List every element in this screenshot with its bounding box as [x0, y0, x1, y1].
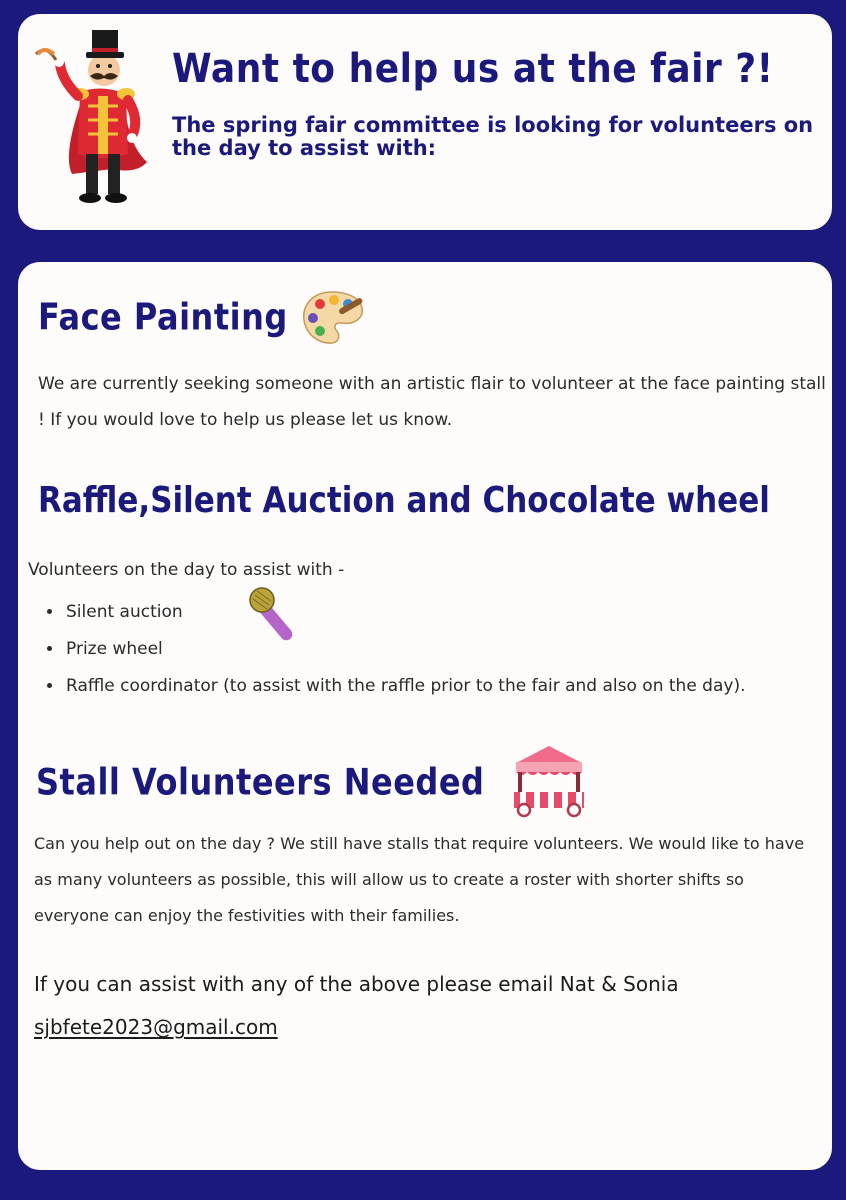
palette-icon — [300, 288, 366, 348]
microphone-icon — [246, 586, 308, 646]
volunteer-list — [36, 594, 746, 705]
list-item: • Raffle coordinator (to assist with the raffle prior to the fair and also on the day). — [64, 668, 746, 705]
stall-heading: Stall Volunteers Needed — [36, 760, 485, 804]
face-painting-text: We are currently seeking someone with an artistic flair to volunteer at the face painting stall ! If you would love to help us please let us know. — [38, 374, 826, 430]
contact-text: If you can assist with any of the above please email Nat & Sonia — [34, 972, 679, 996]
list-item: • Prize wheel — [64, 631, 746, 668]
market-stall-icon — [510, 742, 588, 818]
raffle-intro: Volunteers on the day to assist with - — [28, 560, 345, 580]
page-title: Want to help us at the fair ?! — [172, 46, 774, 92]
stall-text: Can you help out on the day ? We still have stalls that require volunteers. We would like to have as many volunteers as possible, this will allow us to create a roster with shorter shifts so everyone can enjoy the festivities with their families. — [34, 834, 805, 925]
page-subtitle: The spring fair committee is looking for volunteers on the day to assist with: — [172, 113, 814, 160]
ringmaster-icon — [32, 24, 162, 208]
raffle-heading: Raffle,Silent Auction and Chocolate wheel — [38, 480, 770, 522]
email-link[interactable]: sjbfete2023@gmail.com — [34, 1015, 278, 1039]
list-item: • Silent auction — [64, 594, 746, 631]
face-painting-heading: Face Painting — [38, 295, 288, 339]
